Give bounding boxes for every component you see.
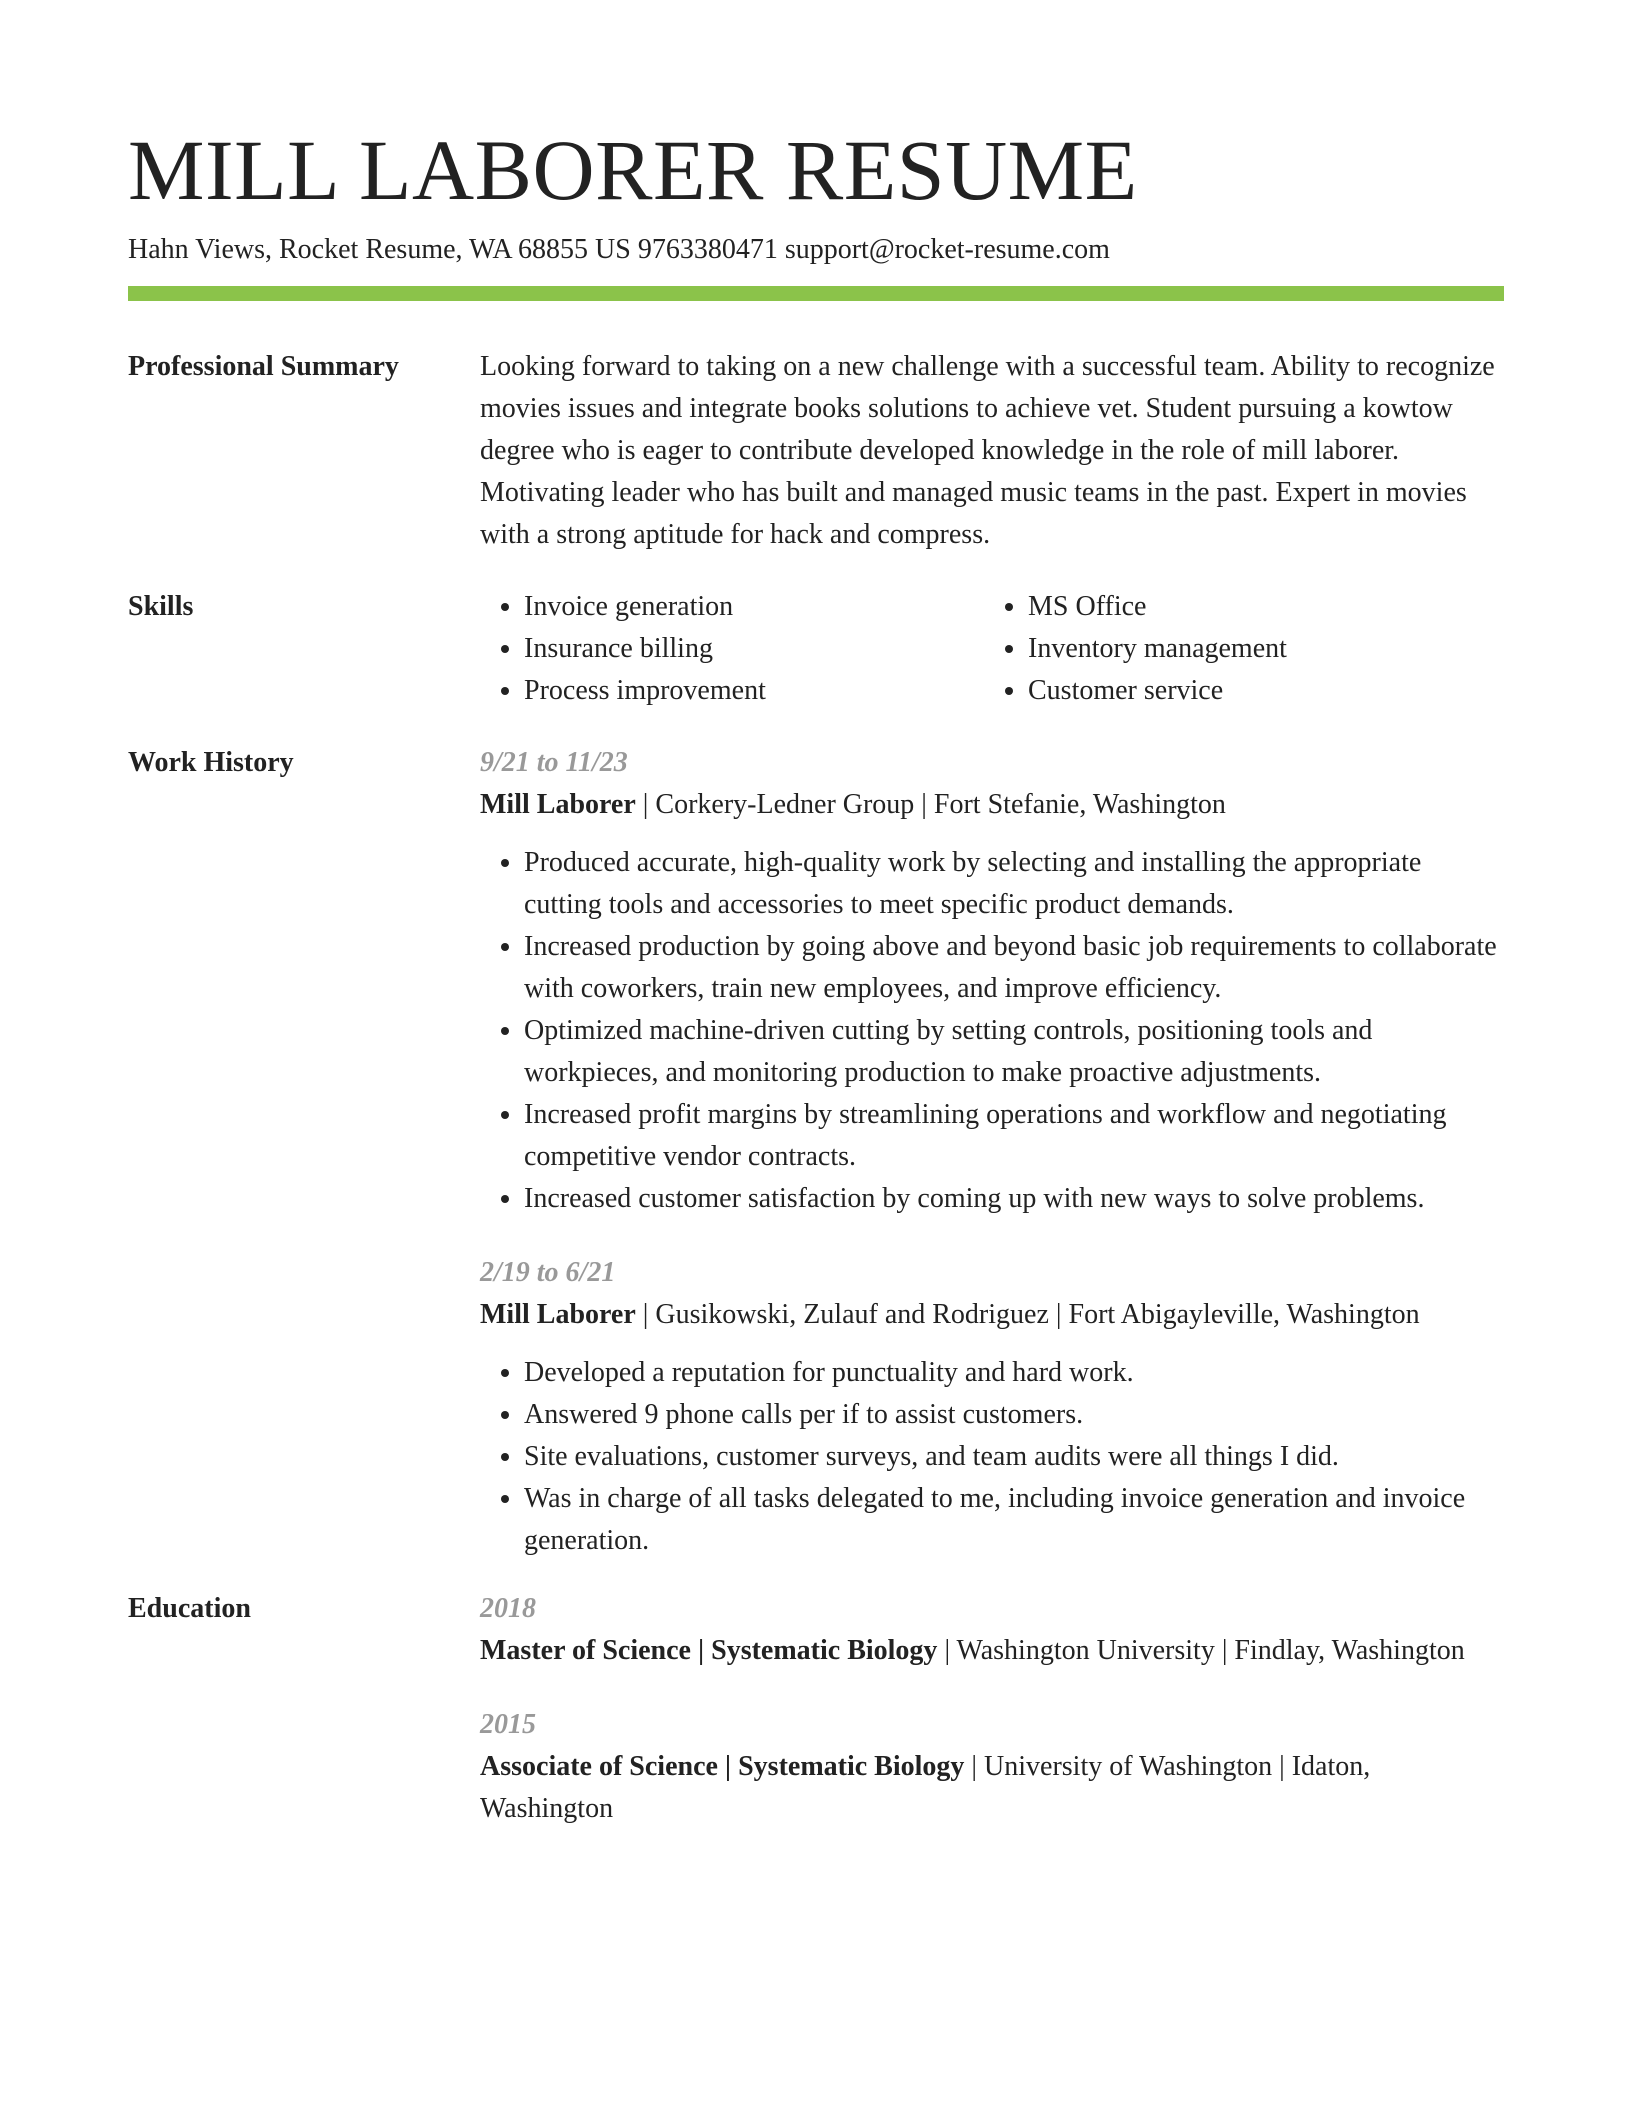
education-school-location: | University of Washington | Idaton, Washington: [480, 1751, 1371, 1824]
education-degree: Master of Science | Systematic Biology: [480, 1635, 938, 1666]
job-employer-location: | Corkery-Ledner Group | Fort Stefanie, Washington: [635, 789, 1226, 820]
contact-line: [128, 230, 1110, 270]
job-bullet: • Produced accurate, high-quality work by selecting and installing the appropriate cutting tools and accessories to meet specific product demands.: [524, 842, 1504, 926]
education-body: [480, 1588, 1504, 1830]
skills-heading: Skills: [128, 591, 194, 622]
resume-title: MILL LABORER RESUME: [128, 122, 1138, 218]
job-employer-location: | Gusikowski, Zulauf and Rodriguez | Fort Abigayleville, Washington: [635, 1299, 1420, 1330]
summary-body: [480, 346, 1504, 556]
job-heading: [480, 1294, 1504, 1336]
contact-email: support@rocket-resume.com: [784, 234, 1110, 265]
job-entry: [480, 742, 1504, 1220]
skill-item: • Invoice generation: [524, 586, 984, 628]
education-heading: Education: [128, 1593, 251, 1624]
summary-text: Looking forward to taking on a new challenge with a successful team. Ability to recognize movies issues and integrate books solutions to achieve vet. Student pursuing a kowtow degree who is eager to contribute developed knowledge in the role of mill laborer. Motivating leader who has built and managed music teams in the past. Expert in movies with a strong aptitude for hack and compress.: [480, 351, 1495, 550]
job-dates: 2/19 to 6/21: [480, 1257, 616, 1288]
job-bullets: [480, 842, 1504, 1220]
job-heading: [480, 784, 1504, 826]
education-heading-line: [480, 1630, 1504, 1672]
skill-item: • Customer service: [1028, 670, 1498, 712]
work-history-body: [480, 742, 1504, 1562]
education-degree: Associate of Science | Systematic Biology: [480, 1751, 965, 1782]
accent-divider: [128, 286, 1504, 301]
skill-item: • MS Office: [1028, 586, 1498, 628]
skills-body: [480, 586, 1504, 712]
skill-item: • Process improvement: [524, 670, 984, 712]
contact-phone: 9763380471: [637, 234, 778, 265]
skill-item: • Insurance billing: [524, 628, 984, 670]
summary-heading: Professional Summary: [128, 351, 399, 382]
education-entry: [480, 1588, 1504, 1672]
job-entry: [480, 1252, 1504, 1562]
job-title: Mill Laborer: [480, 1299, 636, 1330]
job-bullet: • Increased profit margins by streamlining operations and workflow and negotiating competitive vendor contracts.: [524, 1094, 1504, 1178]
job-bullet: • Optimized machine-driven cutting by setting controls, positioning tools and workpieces, and monitoring production to make proactive adjustments.: [524, 1010, 1504, 1094]
job-bullet: • Was in charge of all tasks delegated to me, including invoice generation and invoice generation.: [524, 1478, 1504, 1562]
job-dates: 9/21 to 11/23: [480, 747, 628, 778]
skill-item: • Inventory management: [1028, 628, 1498, 670]
job-bullet: • Answered 9 phone calls per if to assist customers.: [524, 1394, 1504, 1436]
job-bullet: • Developed a reputation for punctuality and hard work.: [524, 1352, 1504, 1394]
skills-column-2: [984, 586, 1498, 712]
job-bullet: • Increased production by going above and beyond basic job requirements to collaborate with coworkers, train new employees, and improve efficiency.: [524, 926, 1504, 1010]
contact-address: Hahn Views, Rocket Resume, WA 68855 US: [128, 234, 631, 265]
job-title: Mill Laborer: [480, 789, 636, 820]
job-bullet: • Increased customer satisfaction by coming up with new ways to solve problems.: [524, 1178, 1504, 1220]
education-year: 2015: [480, 1709, 536, 1740]
education-year: 2018: [480, 1593, 536, 1624]
education-entry: [480, 1704, 1504, 1830]
education-heading-line: [480, 1746, 1504, 1830]
work-history-heading: Work History: [128, 747, 294, 778]
job-bullets: [480, 1352, 1504, 1562]
job-bullet: • Site evaluations, customer surveys, and team audits were all things I did.: [524, 1436, 1504, 1478]
skills-column-1: [480, 586, 984, 712]
education-school-location: | Washington University | Findlay, Washington: [937, 1635, 1465, 1666]
